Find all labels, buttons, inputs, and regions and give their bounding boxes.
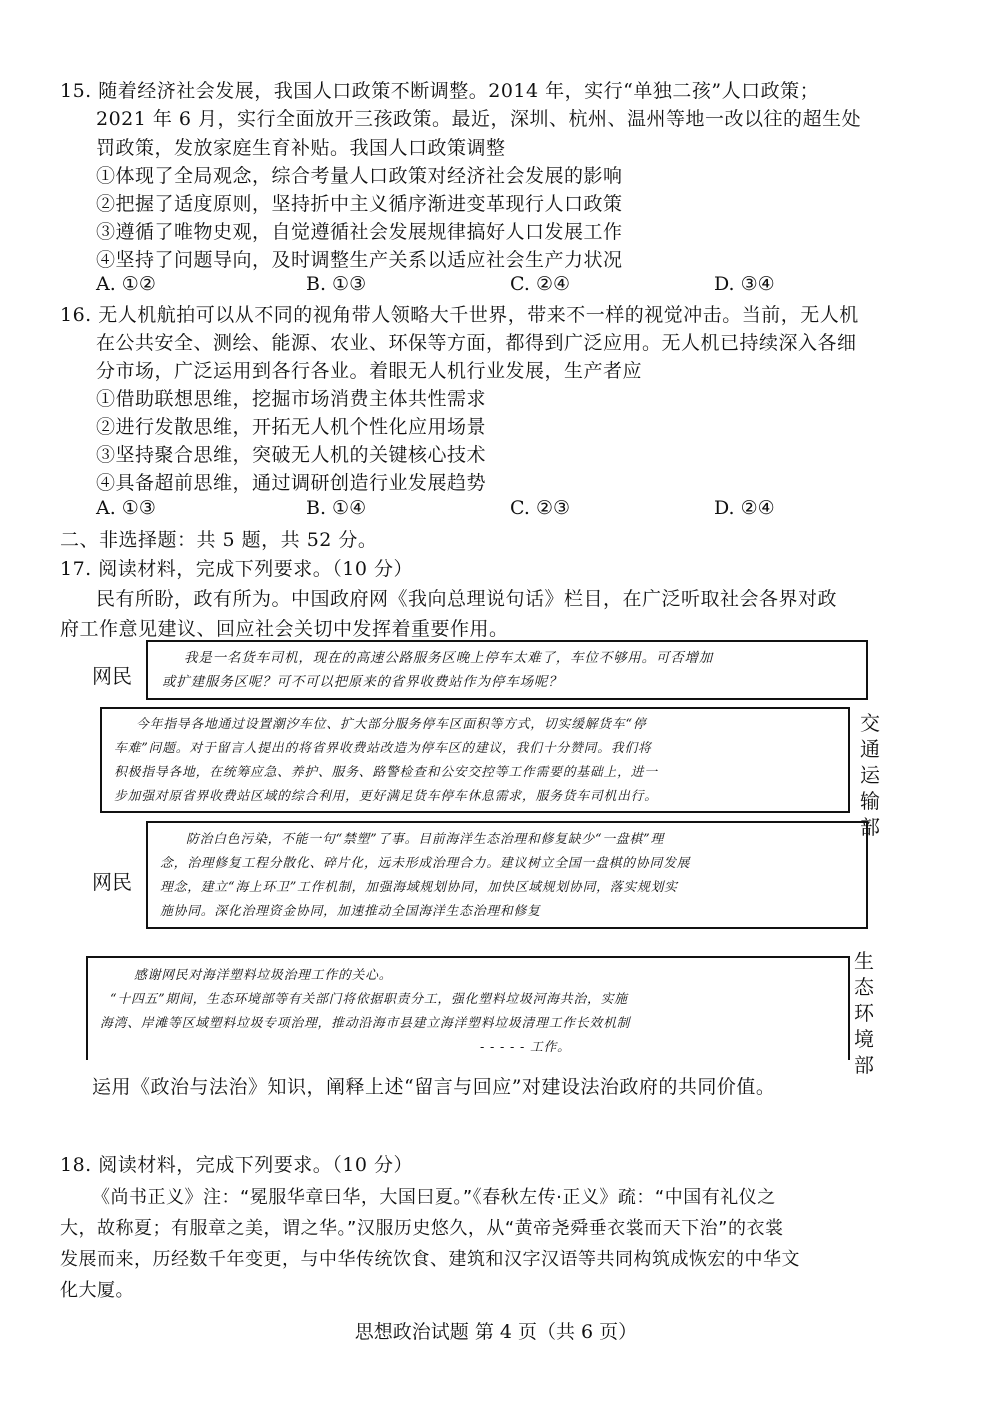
q18-line-4: 化大厦。 [60,1280,134,1301]
netizen-message-1-line-1: 我是一名货车司机，现在的高速公路服务区晚上停车太难了，车位不够用。可否增加 [184,650,714,666]
netizen-message-2-line-1: 防治白色污染，不能一句“禁塑”了事。目前海洋生态治理和修复缺少“一盘棋”理 [186,832,665,847]
q17-question: 运用《政治与法治》知识，阐释上述“留言与回应”对建设法治政府的共同价值。 [92,1076,776,1098]
q18-line-2: 大，故称夏；有服章之美，谓之华。”汉服历史悠久，从“黄帝尧舜垂衣裳而天下治”的衣裳 [60,1218,784,1239]
netizen-message-1-line-2: 或扩建服务区呢？可不可以把原来的省界收费站作为停车场呢？ [162,674,563,690]
q15-option-b: B. ①③ [306,273,367,295]
transport-reply-line-1: 今年指导各地通过设置潮汐车位、扩大部分服务停车区面积等方式，切实缓解货车“停 [136,717,647,732]
section-heading: 二、非选择题：共 5 题，共 52 分。 [60,529,378,551]
transport-reply-line-4: 步加强对原省界收费站区域的综合利用，更好满足货车停车休息需求，服务货车司机出行。 [114,789,658,804]
q15-line-2: 2021 年 6 月，实行全面放开三孩政策。最近，深圳、杭州、温州等地一改以往的超生处 [96,108,862,130]
eco-reply-line-2: “十四五”期间，生态环境部等有关部门将依据职责分工，强化塑料垃圾河海共治，实施 [110,992,628,1007]
netizen-message-2-line-2: 念，治理修复工程分散化、碎片化，远未形成治理合力。建议树立全国一盘棋的协同发展 [160,856,691,871]
q16-statement-1: ①借助联想思维，挖掘市场消费主体共性需求 [96,388,487,410]
q15-statement-1: ①体现了全局观念，综合考量人口政策对经济社会发展的影响 [96,165,623,187]
q17-title: 17. 阅读材料，完成下列要求。（10 分） [60,558,413,580]
q15-option-a: A. ①② [96,273,156,295]
q16-option-c: C. ②③ [510,497,571,519]
transport-reply-line-2: 车难”问题。对于留言人提出的将省界收费站改造为停车区的建议，我们十分赞同。我们将 [114,741,652,756]
netizen-label-1: 网民 [92,664,132,688]
eco-label-char-4: 境 [854,1027,874,1051]
eco-label-char-5: 部 [854,1053,874,1077]
netizen-label-2: 网民 [92,870,132,894]
eco-reply-line-3: 海湾、岸滩等区域塑料垃圾专项治理，推动沿海市县建立海洋塑料垃圾清理工作长效机制 [100,1016,631,1031]
transport-label-char-3: 运 [860,763,880,787]
eco-label-char-3: 环 [854,1001,874,1025]
q16-line-3: 分市场，广泛运用到各行各业。着眼无人机行业发展，生产者应 [96,360,643,382]
q16-statement-3: ③坚持聚合思维，突破无人机的关键核心技术 [96,444,487,466]
q15-statement-4: ④坚持了问题导向，及时调整生产关系以适应社会生产力状况 [96,249,623,271]
q18-line-3: 发展而来，历经数千年变更，与中华传统饮食、建筑和汉字汉语等共同构筑成恢宏的中华文 [60,1249,800,1270]
eco-label-char-1: 生 [854,949,874,973]
transport-reply [100,707,850,813]
q15-option-c: C. ②④ [510,273,571,295]
transport-label-char-2: 通 [860,737,880,761]
q15-line-3: 罚政策，发放家庭生育补贴。我国人口政策调整 [96,137,506,159]
eco-ministry-label [852,948,876,1078]
q18-title: 18. 阅读材料，完成下列要求。（10 分） [60,1154,413,1176]
eco-label-char-2: 态 [854,975,874,999]
transport-label-char-4: 输 [860,789,880,813]
q16-line-2: 在公共安全、测绘、能源、农业、环保等方面，都得到广泛应用。无人机已持续深入各细 [96,332,857,354]
q16-option-b: B. ①④ [306,497,367,519]
transport-reply-line-3: 积极指导各地，在统筹应急、养护、服务、路警检查和公安交控等工作需要的基础上，进一 [114,765,658,780]
transport-label-char-5: 部 [860,815,880,839]
q16-line-1: 16. 无人机航拍可以从不同的视角带人领略大千世界，带来不一样的视觉冲击。当前，无人机 [60,304,859,326]
q15-line-1: 15. 随着经济社会发展，我国人口政策不断调整。2014 年，实行“单独二孩”人口政策； [60,80,820,102]
q16-statement-4: ④具备超前思维，通过调研创造行业发展趋势 [96,472,487,494]
eco-reply-line-4: - - - - - 工作。 [480,1040,571,1055]
q15-statement-3: ③遵循了唯物史观，自觉遵循社会发展规律搞好人口发展工作 [96,221,623,243]
netizen-message-2 [146,821,868,929]
transport-label-char-1: 交 [860,711,880,735]
q16-option-a: A. ①③ [96,497,156,519]
q17-intro-2: 府工作意见建议、回应社会关切中发挥着重要作用。 [60,618,509,640]
q18-line-1: 《尚书正义》注：“冕服华章曰华，大国曰夏。”《春秋左传·正义》疏：“中国有礼仪之 [92,1187,776,1208]
netizen-message-1 [146,640,868,700]
q15-statement-2: ②把握了适度原则，坚持折中主义循序渐进变革现行人口政策 [96,193,623,215]
page-footer: 思想政治试题 第 4 页（共 6 页） [354,1321,638,1343]
q15-option-d: D. ③④ [714,273,775,295]
q16-statement-2: ②进行发散思维，开拓无人机个性化应用场景 [96,416,487,438]
q17-intro-1: 民有所盼，政有所为。中国政府网《我向总理说句话》栏目，在广泛听取社会各界对政 [96,588,838,610]
eco-reply [86,956,850,1060]
netizen-message-2-line-3: 理念，建立“海上环卫”工作机制，加强海域规划协同，加快区域规划协同，落实规划实 [160,880,678,895]
eco-reply-line-1: 感谢网民对海洋塑料垃圾治理工作的关心。 [134,968,393,983]
q16-option-d: D. ②④ [714,497,775,519]
netizen-message-2-line-4: 施协同。深化治理资金协同，加速推动全国海洋生态治理和修复 [160,904,541,919]
